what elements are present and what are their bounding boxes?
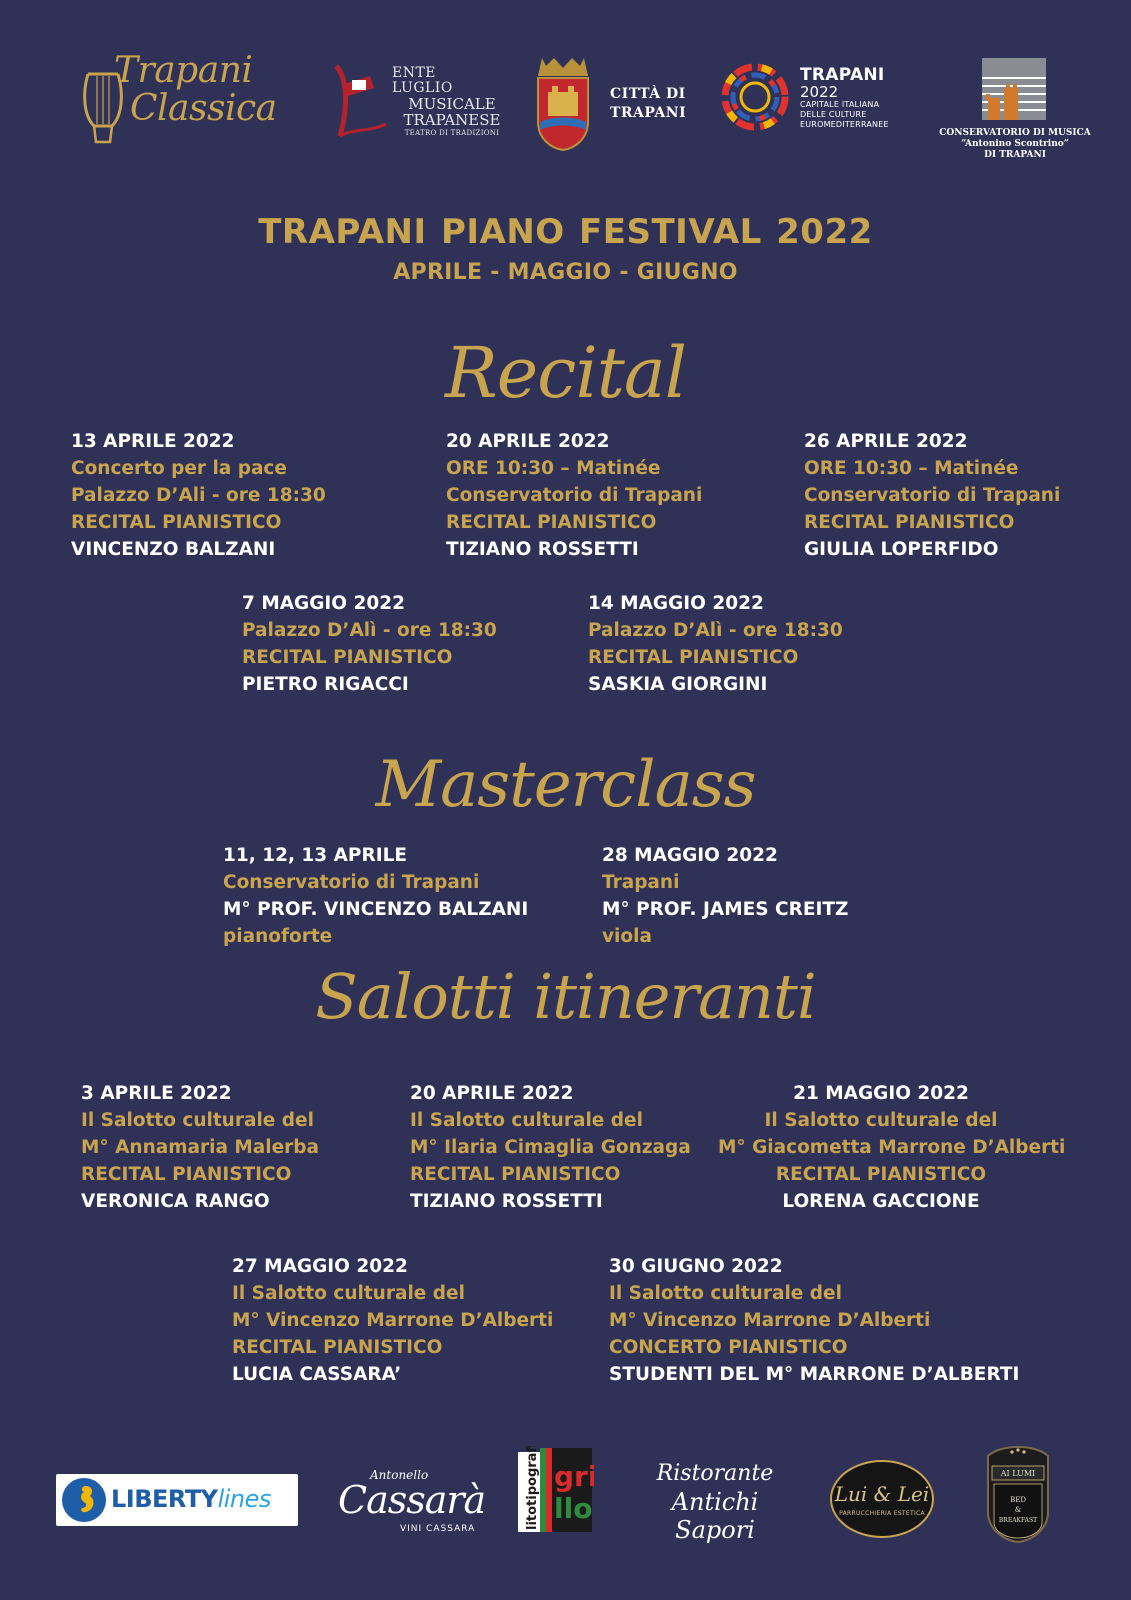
- trapani-2022-logo: [800, 66, 920, 130]
- logo-text: “Antonino Scontrino”: [961, 139, 1069, 149]
- logo-text: EUROMEDITERRANEE: [800, 120, 889, 129]
- logo-word: Classica: [130, 88, 277, 129]
- masterclass-block: [223, 842, 528, 950]
- event-detail: RECITAL PIANISTICO: [804, 512, 1015, 533]
- event-date: 20 APRILE 2022: [446, 431, 610, 452]
- event-block: [588, 590, 843, 698]
- ristorante-antichi-sapori-logo: [630, 1460, 800, 1544]
- event-detail: RECITAL PIANISTICO: [81, 1164, 292, 1185]
- logo-text: CAPITALE ITALIANA: [800, 100, 880, 109]
- logo-text: 2022: [800, 83, 839, 101]
- logo-text: DELLE CULTURE: [800, 110, 867, 119]
- festival-title: TRAPANI PIANO FESTIVAL 2022: [258, 212, 873, 252]
- event-date: 7 MAGGIO 2022: [242, 593, 405, 614]
- logo-text: Antichi Sapori: [671, 1488, 759, 1544]
- logo-text: TEATRO DI TRADIZIONI: [404, 129, 500, 137]
- section-title-masterclass: Masterclass: [375, 748, 756, 822]
- event-detail: Il Salotto culturale del: [609, 1283, 842, 1304]
- event-block: [446, 428, 702, 563]
- logo-text: ENTE: [392, 65, 437, 81]
- event-detail: Il Salotto culturale del: [410, 1110, 643, 1131]
- event-block: [242, 590, 497, 698]
- logo-text: llo: [554, 1492, 593, 1525]
- ente-luglio-logo: [392, 66, 512, 138]
- festival-subtitle: APRILE - MAGGIO - GIUGNO: [393, 260, 738, 285]
- event-detail: RECITAL PIANISTICO: [71, 512, 282, 533]
- event-date: 13 APRILE 2022: [71, 431, 235, 452]
- event-detail: M° Annamaria Malerba: [81, 1137, 320, 1158]
- ai-lumi-logo: [980, 1442, 1056, 1544]
- logo-text: MUSICALE: [408, 95, 496, 113]
- event-date: 28 MAGGIO 2022: [602, 845, 778, 866]
- lui-e-lei-logo: [830, 1460, 934, 1538]
- event-detail: Il Salotto culturale del: [232, 1283, 465, 1304]
- ente-luglio-mark-icon: [330, 58, 390, 142]
- event-date: 27 MAGGIO 2022: [232, 1256, 408, 1277]
- logo-text: TRAPANI: [610, 105, 687, 121]
- logo-text: Cassarà: [338, 1478, 486, 1522]
- event-detail: Conservatorio di Trapani: [446, 485, 703, 506]
- logo-text: TRAPANI: [800, 65, 885, 85]
- logo-text: &: [1014, 1506, 1022, 1514]
- section-title-salotti: Salotti itineranti: [315, 960, 816, 1033]
- event-performer: VINCENZO BALZANI: [71, 539, 276, 560]
- event-date: 26 APRILE 2022: [804, 431, 968, 452]
- logo-text: PARRUCCHIERIA ESTETICA: [839, 1510, 925, 1517]
- event-date: 11, 12, 13 APRILE: [223, 845, 408, 866]
- event-performer: VERONICA RANGO: [81, 1191, 270, 1212]
- event-date: 14 MAGGIO 2022: [588, 593, 764, 614]
- logo-text: LUGLIO: [392, 80, 453, 96]
- logo-text: Lui & Lei: [834, 1482, 930, 1506]
- event-place: Conservatorio di Trapani: [223, 872, 480, 893]
- trapani-classica-logo: [114, 52, 314, 128]
- event-block: [718, 1080, 1066, 1215]
- event-performer: TIZIANO ROSSETTI: [410, 1191, 603, 1212]
- event-detail: Palazzo D’Alì - ore 18:30: [242, 620, 497, 641]
- event-detail: Conservatorio di Trapani: [804, 485, 1061, 506]
- logo-text: CONSERVATORIO DI MUSICA: [939, 128, 1091, 138]
- event-date: 30 GIUGNO 2022: [609, 1256, 783, 1277]
- logo-text: litotipografia: [525, 1446, 540, 1530]
- event-detail: Concerto per la pace: [71, 458, 287, 479]
- event-detail: RECITAL PIANISTICO: [410, 1164, 621, 1185]
- masterclass-block: [602, 842, 848, 950]
- event-detail: M° Vincenzo Marrone D’Alberti: [609, 1310, 931, 1331]
- logo-text: gri: [554, 1460, 594, 1493]
- event-detail: ORE 10:30 – Matinée: [446, 458, 661, 479]
- event-detail: Palazzo D’Alì - ore 18:30: [588, 620, 843, 641]
- logo-text: DI TRAPANI: [984, 150, 1046, 160]
- logo-text: Antonello: [370, 1468, 429, 1482]
- event-date: 20 APRILE 2022: [410, 1083, 574, 1104]
- event-detail: CONCERTO PIANISTICO: [609, 1337, 848, 1358]
- city-crest-icon: [532, 56, 594, 152]
- event-detail: M° Ilaria Cimaglia Gonzaga: [410, 1137, 691, 1158]
- event-performer: LORENA GACCIONE: [782, 1191, 980, 1212]
- logo-text: BED: [1010, 1496, 1026, 1504]
- event-detail: RECITAL PIANISTICO: [588, 647, 799, 668]
- trapani-2022-ring-icon: [718, 60, 792, 134]
- event-performer: SASKIA GIORGINI: [588, 674, 768, 695]
- section-title-recital: Recital: [445, 332, 686, 414]
- conservatorio-logo: [934, 128, 1096, 161]
- event-detail: RECITAL PIANISTICO: [232, 1337, 443, 1358]
- logo-text: CITTÀ DI: [610, 86, 686, 102]
- event-block: [232, 1253, 553, 1388]
- event-block: [410, 1080, 691, 1215]
- logo-text: Ristorante: [656, 1461, 774, 1486]
- cassara-logo: [338, 1468, 488, 1536]
- event-performer: LUCIA CASSARA’: [232, 1364, 402, 1385]
- event-date: 3 APRILE 2022: [81, 1083, 232, 1104]
- event-detail: ORE 10:30 – Matinée: [804, 458, 1019, 479]
- event-detail: Palazzo D’Ali - ore 18:30: [71, 485, 326, 506]
- event-detail: M° Giacometta Marrone D’Alberti: [718, 1137, 1066, 1158]
- event-place: Trapani: [602, 872, 680, 893]
- event-performer: TIZIANO ROSSETTI: [446, 539, 639, 560]
- liberty-lines-logo: [56, 1474, 298, 1526]
- seahorse-icon: [62, 1478, 106, 1522]
- event-instrument: pianoforte: [223, 926, 333, 947]
- event-performer: PIETRO RIGACCI: [242, 674, 409, 695]
- logo-text: AI LUMI: [1000, 1469, 1036, 1478]
- citta-di-trapani: [610, 85, 710, 123]
- liberty-text: [111, 1484, 271, 1514]
- event-performer: GIULIA LOPERFIDO: [804, 539, 999, 560]
- event-block: [81, 1080, 319, 1215]
- event-detail: M° Vincenzo Marrone D’Alberti: [232, 1310, 554, 1331]
- event-detail: Il Salotto culturale del: [764, 1110, 998, 1131]
- event-detail: RECITAL PIANISTICO: [242, 647, 453, 668]
- event-teacher: M° PROF. VINCENZO BALZANI: [223, 899, 529, 920]
- conservatorio-tower-icon: [982, 58, 1046, 120]
- event-date: 21 MAGGIO 2022: [793, 1083, 969, 1104]
- logo-word: Trapani: [114, 50, 253, 91]
- litotipografia-grillo-logo: [516, 1446, 594, 1536]
- event-block: [71, 428, 326, 563]
- logo-text: BREAKFAST: [998, 1517, 1038, 1524]
- event-instrument: viola: [602, 926, 652, 947]
- event-teacher: M° PROF. JAMES CREITZ: [602, 899, 849, 920]
- event-block: [609, 1253, 1019, 1388]
- event-block: [804, 428, 1060, 563]
- logo-text: lines: [217, 1485, 271, 1513]
- event-detail: RECITAL PIANISTICO: [446, 512, 657, 533]
- logo-text: VINI CASSARA: [400, 1524, 476, 1534]
- logo-text: TRAPANESE: [403, 111, 501, 129]
- event-performer: STUDENTI DEL M° MARRONE D’ALBERTI: [609, 1364, 1020, 1385]
- event-detail: Il Salotto culturale del: [81, 1110, 314, 1131]
- logo-text: LIBERTY: [111, 1485, 218, 1513]
- event-detail: RECITAL PIANISTICO: [775, 1164, 987, 1185]
